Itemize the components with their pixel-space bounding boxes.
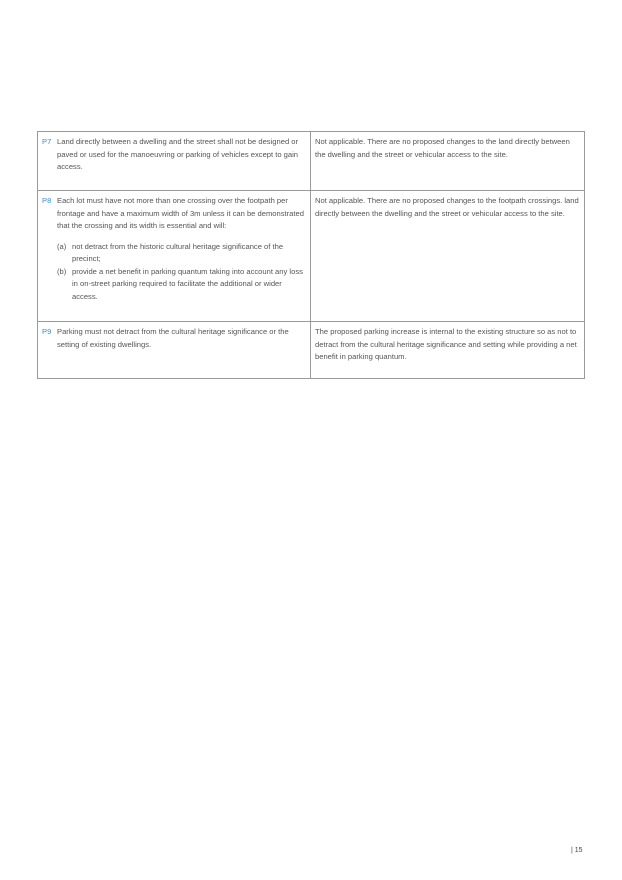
response-cell — [311, 191, 585, 322]
criterion-code: P9 — [42, 327, 52, 336]
response-text: Not applicable. There are no proposed changes to the footpath crossings. land directly between the dwelling and the street or vehicular access to the site. — [315, 196, 579, 218]
list-item-text: not detract from the historic cultural heritage significance of the precinct; — [72, 241, 284, 263]
response-cell — [311, 322, 585, 379]
list-item — [57, 241, 305, 266]
table-row — [38, 132, 585, 191]
response-text: Not applicable. There are no proposed changes to the land directly between the dwelling and the street or vehicular access to the site. — [315, 137, 570, 159]
list-item-text: provide a net benefit in parking quantum taking into account any loss in on-street parking required to facilitate the additional or wider access. — [72, 266, 303, 301]
criterion-code: P7 — [42, 137, 52, 146]
response-text: The proposed parking increase is internal to the existing structure so as not to detract from the cultural heritage significance and setting while providing a net benefit in parking quantum. — [315, 327, 577, 361]
criterion-code: P8 — [42, 196, 52, 205]
response-cell — [311, 132, 585, 191]
list-marker: (a) — [57, 241, 67, 251]
list-marker: (b) — [57, 266, 67, 276]
list-item — [57, 266, 305, 304]
table-row — [38, 191, 585, 322]
performance-criteria-table — [37, 131, 585, 379]
table-row — [38, 322, 585, 379]
requirement-cell — [38, 132, 311, 191]
requirement-cell — [38, 191, 311, 322]
requirement-cell — [38, 322, 311, 379]
requirement-text: Each lot must have not more than one crossing over the footpath per frontage and have a maximum width of 3m unless it can be demonstrated that the crossing and its width is essential and will: — [57, 196, 304, 230]
page-number: | 15 — [571, 847, 583, 854]
requirement-list — [57, 241, 305, 304]
requirement-text: Parking must not detract from the cultural heritage significance or the setting of existing dwellings. — [57, 327, 289, 349]
requirement-text: Land directly between a dwelling and the street shall not be designed or paved or used for the manoeuvring or parking of vehicles except to gain access. — [57, 137, 299, 171]
